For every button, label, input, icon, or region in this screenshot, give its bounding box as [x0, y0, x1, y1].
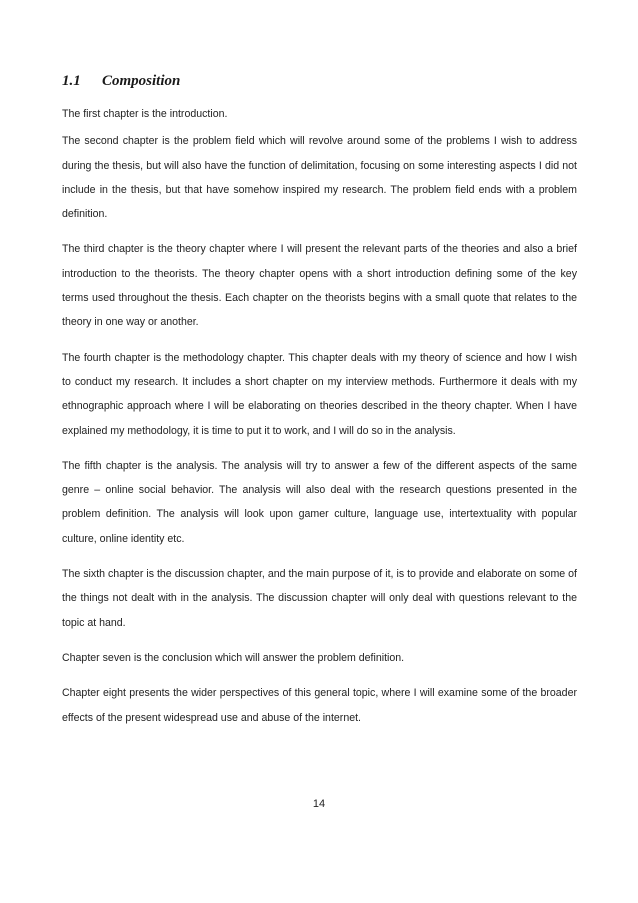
section-title: Composition: [102, 73, 181, 89]
paragraph-conclusion: Chapter seven is the conclusion which will answer the problem definition.: [62, 651, 405, 664]
paragraph-discussion: The sixth chapter is the discussion chapter, and the main purpose of it, is to provide and elaborate on some of the things not dealt with in the analysis. The discussion chapter will only deal with questions relevant to the topic at hand.: [62, 568, 577, 629]
document-page: [62, 72, 577, 741]
section-number: 1.1: [62, 73, 81, 89]
paragraph-methodology: The fourth chapter is the methodology chapter. This chapter deals with my theory of science and how I wish to conduct my research. It includes a short chapter on my interview methods. Furthermore it deals with my ethnographic approach where I will be elaborating on theories described in the theory chapter. When I have explained my methodology, it is time to put it to work, and I will do so in the analysis.: [62, 351, 577, 437]
paragraph-problem-field: The second chapter is the problem field which will revolve around some of the problems I wish to address during the thesis, but will also have the function of delimitation, focusing on some interesting aspects I did not include in the thesis, but that have somehow inspired my research. The problem field ends with a problem definition.: [62, 135, 577, 221]
section-heading: [62, 72, 577, 90]
page-number: 14: [312, 798, 326, 810]
paragraph-analysis: The fifth chapter is the analysis. The analysis will try to answer a few of the different aspects of the same genre – online social behavior. The analysis will also deal with the research questions presented in the problem definition. The analysis will look upon gamer culture, language use, intertextuality with popular culture, online identity etc.: [62, 459, 577, 545]
paragraph-theory: The third chapter is the theory chapter where I will present the relevant parts of the theories and also a brief introduction to the theorists. The theory chapter opens with a short introduction defining some of the key terms used throughout the thesis. Each chapter on the theorists begins with a small quote that relates to the theory in one way or another.: [62, 243, 577, 329]
paragraph-perspectives: Chapter eight presents the wider perspectives of this general topic, where I will examine some of the broader effects of the present widespread use and abuse of the internet.: [62, 687, 577, 724]
paragraph-introduction: The first chapter is the introduction.: [62, 108, 228, 120]
